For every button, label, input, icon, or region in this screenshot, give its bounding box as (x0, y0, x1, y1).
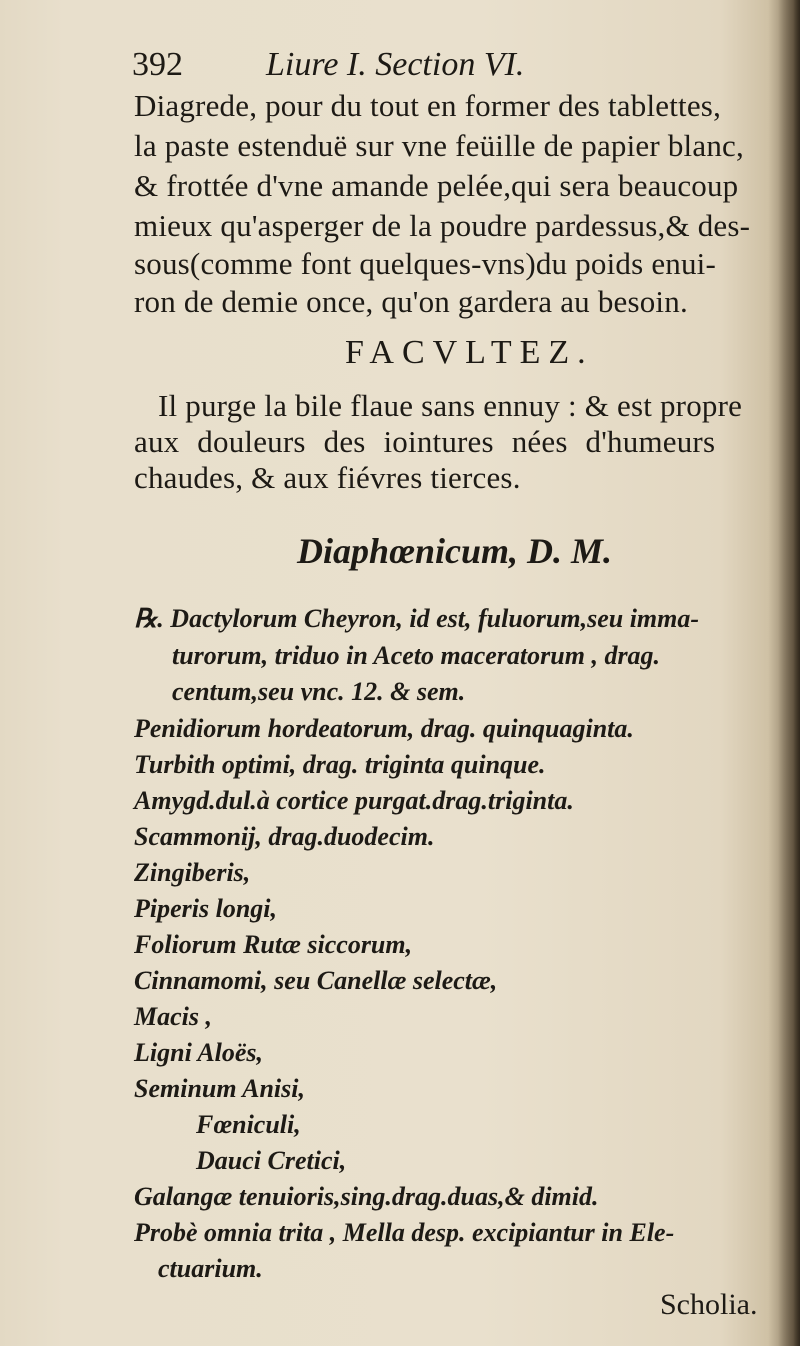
paragraph2-line: chaudes, & aux fiévres tierces. (134, 460, 521, 495)
recipe-line: Scammonij, drag.duodecim. (134, 822, 435, 851)
paragraph1-line: la paste estenduë sur vne feüille de papier blanc, (134, 128, 744, 163)
recipe-line: Penidiorum hordeatorum, drag. quinquaginta. (134, 714, 634, 743)
recipe-line: Fœniculi, (196, 1110, 301, 1139)
recipe-line: Zingiberis, (134, 858, 251, 887)
page-spine-shadow (778, 0, 800, 1346)
paragraph1-line: mieux qu'asperger de la poudre pardessus,& des- (134, 208, 751, 243)
section-heading: FACVLTEZ. (345, 334, 594, 371)
recipe-line: ctuarium. (158, 1254, 263, 1283)
paragraph1-line: sous(comme font quelques-vns)du poids enui- (134, 246, 717, 281)
recipe-line: turorum, triduo in Aceto maceratorum , drag. (172, 641, 661, 670)
recipe-line: centum,seu vnc. 12. & sem. (172, 677, 466, 706)
recipe-line: Seminum Anisi, (134, 1074, 305, 1103)
page-number: 392 (132, 46, 183, 83)
recipe-line: Macis , (134, 1002, 212, 1031)
paragraph1-line: Diagrede, pour du tout en former des tablettes, (134, 88, 722, 123)
recipe-line: Dauci Cretici, (196, 1146, 347, 1175)
paragraph1-line: ron de demie once, qu'on gardera au besoin. (134, 284, 688, 319)
recipe-line: Turbith optimi, drag. triginta quinque. (134, 750, 546, 779)
recipe-line: Amygd.dul.à cortice purgat.drag.triginta. (134, 786, 574, 815)
recipe-line: ℞. Dactylorum Cheyron, id est, fuluorum,seu imma- (134, 604, 700, 633)
recipe-line: Galangæ tenuioris,sing.drag.duas,& dimid. (134, 1182, 599, 1211)
recipe-line: Piperis longi, (134, 894, 278, 923)
paragraph2-line: aux douleurs des iointures nées d'humeurs (134, 424, 716, 459)
recipe-line: Foliorum Rutæ siccorum, (134, 930, 413, 959)
recipe-line: Ligni Aloës, (134, 1038, 264, 1067)
paragraph2-line: Il purge la bile flaue sans ennuy : & est propre (158, 388, 743, 423)
catchword: Scholia. (660, 1288, 758, 1321)
recipe-line: Probè omnia trita , Mella desp. excipiantur in Ele- (134, 1218, 675, 1247)
recipe-title: Diaphœnicum, D. M. (297, 531, 613, 571)
running-title: Liure I. Section VI. (266, 46, 525, 83)
recipe-line: Cinnamomi, seu Canellæ selectæ, (134, 966, 498, 995)
paragraph1-line: & frottée d'vne amande pelée,qui sera beaucoup (134, 168, 739, 203)
